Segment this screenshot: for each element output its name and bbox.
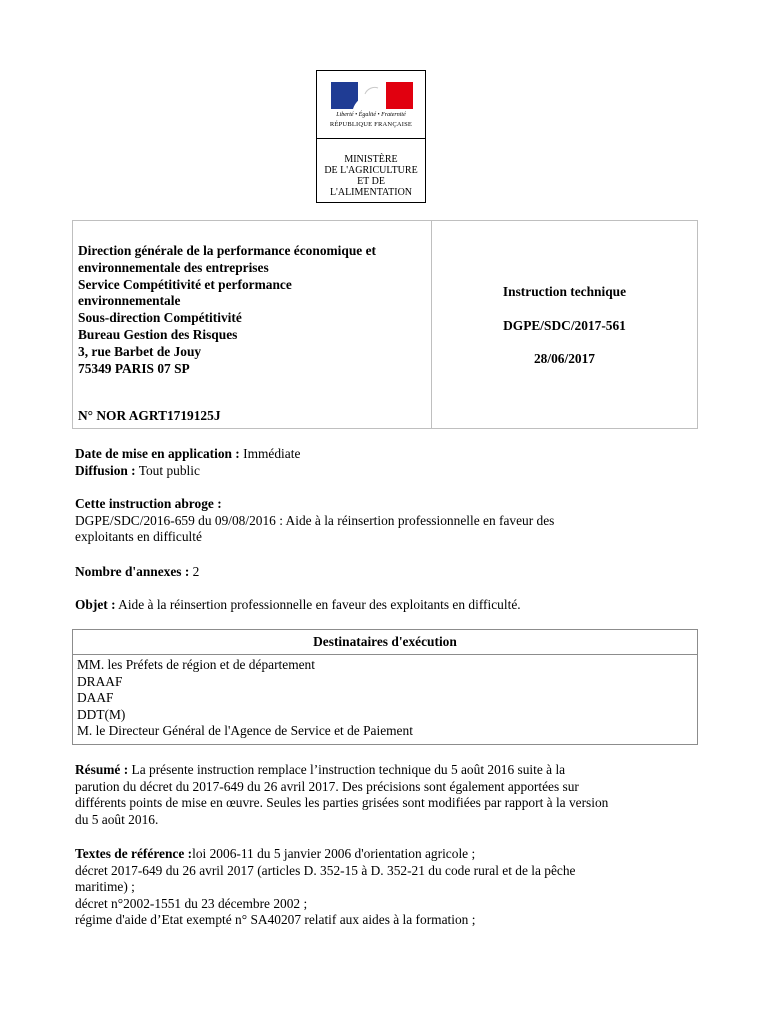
destinataires-table: [72, 629, 698, 745]
list-item: MM. les Préfets de région et de département: [77, 657, 315, 672]
address-line: Bureau Gestion des Risques: [78, 326, 238, 342]
destinataires-title: Destinataires d'exécution: [73, 630, 697, 655]
application-value: Immédiate: [239, 446, 301, 461]
abroge-line: exploitants en difficulté: [75, 529, 202, 545]
address-line: environnementale des entreprises: [78, 259, 269, 275]
resume-text: La présente instruction remplace l’instruction technique du 5 août 2016 suite à la: [128, 762, 566, 777]
resume-label: Résumé :: [75, 762, 129, 777]
doc-type: Instruction technique: [502, 284, 627, 299]
nor-number: N° NOR AGRT1719125J: [78, 408, 221, 423]
issuer-address: [78, 243, 376, 377]
ministry-line: DE L'AGRICULTURE: [324, 165, 418, 176]
motto-text: Liberté • Égalité • Fraternité: [336, 112, 406, 118]
ministry-logo: [316, 70, 426, 203]
diffusion-value: Tout public: [135, 462, 200, 478]
objet-info: [75, 597, 695, 614]
marianne-block: [317, 71, 425, 139]
resume-section: [75, 762, 695, 828]
textes-label: Textes de référence :: [75, 846, 193, 861]
resume-line: du 5 août 2016.: [75, 811, 159, 827]
objet-label: Objet :: [75, 597, 116, 612]
ministry-line: MINISTÈRE: [344, 154, 398, 165]
list-item: DAAF: [77, 690, 114, 706]
resume-line: parution du décret du 2017-649 du 26 avril 2017. Des précisions sont également apportées sur: [75, 778, 579, 794]
textes-text: loi 2006-11 du 5 janvier 2006 d'orientation agricole ;: [192, 846, 476, 861]
doc-date: 28/06/2017: [533, 351, 595, 366]
list-item: DDT(M): [77, 706, 126, 722]
list-item: M. le Directeur Général de l'Agence de Service et de Paiement: [77, 723, 413, 739]
marianne-flag-icon: [331, 82, 413, 109]
textes-section: [75, 846, 695, 929]
textes-line: régime d'aide d’Etat exempté n° SA40207 relatif aux aides à la formation ;: [75, 912, 476, 928]
issuer-cell: [73, 221, 432, 428]
address-line: Direction générale de la performance économique et: [78, 243, 376, 258]
ministry-name: [317, 139, 425, 198]
textes-line: décret n°2002-1551 du 23 décembre 2002 ;: [75, 895, 308, 911]
address-line: environnementale: [78, 293, 181, 309]
textes-line: maritime) ;: [75, 879, 135, 895]
address-line: 3, rue Barbet de Jouy: [78, 343, 202, 359]
ministry-line: ET DE: [357, 176, 385, 187]
abroge-line: DGPE/SDC/2016-659 du 09/08/2016 : Aide à la réinsertion professionnelle en faveur des: [75, 512, 555, 528]
doc-reference: DGPE/SDC/2017-561: [503, 318, 626, 333]
republic-text: RÉPUBLIQUE FRANÇAISE: [329, 121, 413, 128]
list-item: DRAAF: [77, 673, 123, 689]
annexes-info: [75, 564, 695, 581]
abroge-label: Cette instruction abroge :: [75, 496, 222, 511]
ministry-line: L'ALIMENTATION: [329, 187, 413, 198]
address-line: Sous-direction Compétitivité: [78, 310, 242, 326]
header-table: [72, 220, 698, 429]
abroge-info: [75, 496, 695, 546]
objet-value: Aide à la réinsertion professionnelle en faveur des exploitants en difficulté.: [115, 597, 521, 612]
application-info: [75, 446, 695, 479]
application-label: Date de mise en application :: [75, 446, 240, 461]
address-line: 75349 PARIS 07 SP: [78, 360, 190, 376]
address-line: Service Compétitivité et performance: [78, 276, 292, 292]
destinataires-list: [73, 655, 697, 740]
resume-line: différents points de mise en œuvre. Seules les parties grisées sont modifiées par rapport à la version: [75, 795, 609, 811]
annexes-value: 2: [189, 564, 200, 579]
textes-line: décret 2017-649 du 26 avril 2017 (articles D. 352-15 à D. 352-21 du code rural et de la pêche: [75, 862, 576, 878]
diffusion-label: Diffusion :: [75, 462, 136, 478]
annexes-label: Nombre d'annexes :: [75, 564, 190, 579]
instruction-cell: [432, 221, 697, 428]
